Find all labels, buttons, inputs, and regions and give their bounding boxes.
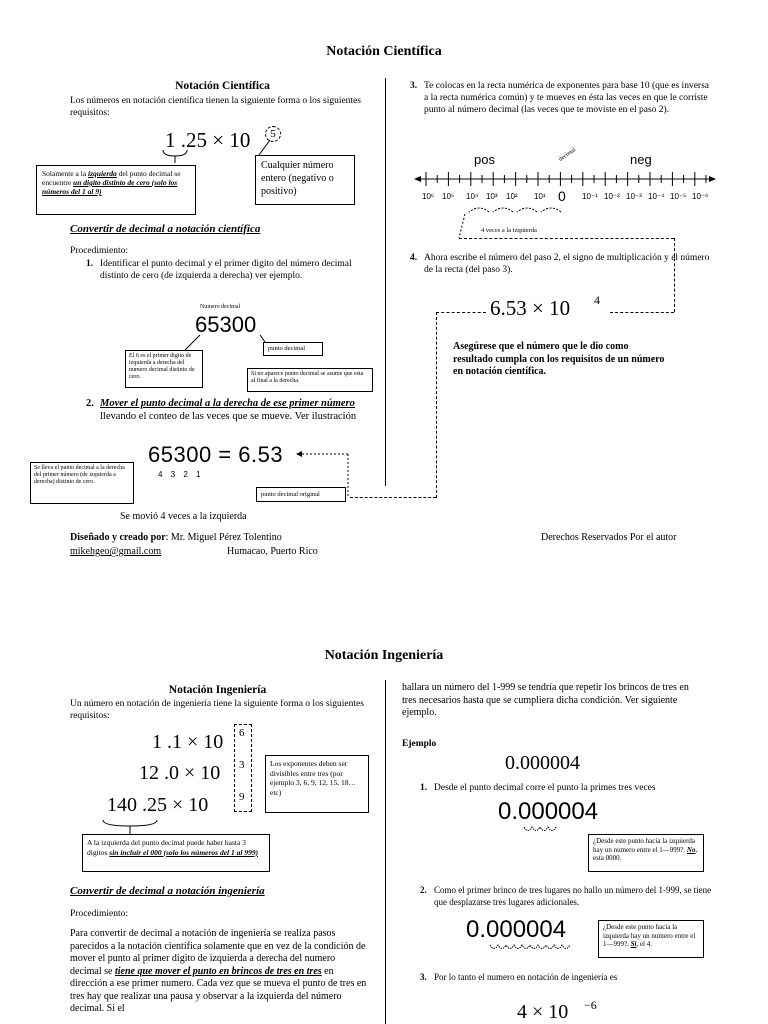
tick-label: 10⁻⁶	[692, 192, 709, 201]
tick-label: 10⁴	[466, 192, 479, 201]
tick-label: 10⁻²	[604, 192, 620, 201]
ex3-exponent: 9	[239, 791, 245, 803]
first-digit-note: El 6 es el primer digito de izquierda a derecha del numero decimal distinto de cero.	[125, 350, 203, 388]
para-pre: Para convertir de decimal a notación de ingeniería se realiza pasos parecidos a la notación científica solamente que en vez de la condición de mover el punto al primer digito de izquierda a derecha del numero decimal se	[70, 928, 366, 977]
connector-h2	[436, 312, 486, 313]
big-value-1: 0.000004	[498, 798, 599, 825]
hop-arrows	[486, 942, 586, 954]
exponent-box	[234, 724, 252, 812]
eng-step-3-number: 3.	[420, 972, 427, 982]
left-note-mid: del punto decimal se encuentre	[42, 169, 181, 187]
brace-icon	[160, 148, 190, 164]
q2-answer: Si	[630, 940, 637, 948]
tick-label: 10³	[486, 192, 498, 201]
intro-text: Los números en notación científica tienen la siguiente forma o los siguientes requisitos:	[70, 96, 361, 118]
hop-arrows	[520, 824, 580, 836]
tick-label: 10⁻⁴	[648, 192, 665, 201]
final-times: × 10	[532, 1001, 569, 1023]
left-note-u2: un digito distinto de cero (solo los números del 1 al 9)	[42, 178, 178, 196]
question-2	[598, 920, 704, 958]
q1-post: , esta 0000.	[593, 845, 698, 862]
example-exponent: 5	[265, 126, 281, 142]
eng-example-1	[152, 731, 223, 754]
ex1-exponent: 6	[239, 727, 245, 739]
example-times: × 10	[212, 128, 251, 152]
step-4	[410, 252, 710, 276]
left-note-box	[36, 165, 196, 215]
eng-step-3-text: Por lo tanto el numero en notación de ingeniería es	[434, 972, 618, 982]
equation: 65300 = 6.53	[148, 442, 284, 467]
step-2-rest: llevando el conteo de las veces que se mueve. Ver ilustración	[100, 411, 357, 422]
example-value: 0.000004	[505, 752, 580, 774]
intro-text: Un número en notación de ingeniería tiene la siguiente forma o los siguientes requisitos:	[70, 699, 364, 721]
ex2-mantissa: 12 .0	[139, 762, 179, 784]
connector-v1	[436, 312, 437, 498]
hop-arrows	[455, 204, 575, 240]
tick-label: 10⁵	[442, 192, 455, 201]
result-mantissa: 6.53	[490, 296, 527, 320]
page-title: Notación Científica	[326, 44, 442, 59]
q1-answer: No	[686, 845, 696, 854]
tick-zero: 0	[558, 188, 566, 204]
column-divider	[385, 680, 386, 1024]
step-3-text: Te colocas en la recta numérica de exponentes para base 10 (que es inversa a la recta numérica común) y te mueves en ésta las veces en que le corriste punto al número decimal (las veces que te moviste en el paso 2).	[424, 81, 709, 115]
ex2-exponent: 3	[239, 759, 245, 771]
step-2-number: 2.	[86, 398, 94, 409]
connector-h1	[350, 497, 436, 498]
final-mantissa: 4	[517, 1001, 527, 1023]
neg-label: neg	[630, 152, 652, 167]
procedure-label: Procedimiento:	[70, 246, 129, 256]
ejemplo-label: Ejemplo	[402, 739, 437, 749]
punto-decimal-box: punto decimal	[263, 342, 323, 356]
eng-step-2-number: 2.	[420, 885, 427, 895]
tick-label: 10⁻³	[626, 192, 642, 201]
result-times: × 10	[532, 296, 571, 320]
location: Humacao, Puerto Rico	[227, 546, 318, 557]
number-line	[414, 168, 716, 190]
connector-h3	[459, 238, 674, 239]
eng-paragraph	[70, 928, 368, 1016]
original-point-box: punto decimal original	[256, 487, 346, 502]
big-value-2: 0.000004	[466, 916, 567, 943]
tick-label: 10⁻⁵	[670, 192, 687, 201]
section-subtitle: Notación Científica	[175, 80, 270, 92]
digits-note-u: sin incluir el 000 (solo los números del 1 al 999)	[109, 847, 259, 857]
para-post: en dirección a ese primer numero. Cada vez que se mueva el punto de tres en tres hay que realizar una pausa y observar a la izquierda del número decimal. Si el	[70, 965, 367, 1014]
left-note-u1: izquierda	[88, 169, 117, 178]
email-link[interactable]: mikehgeo@gmail.com	[70, 546, 162, 557]
exponent-note: Los exponentes deben ser divisibles entre tres (por ejemplo 3, 6, 9, 12, 15, 18… etc)	[265, 755, 369, 813]
eng-example-3	[107, 794, 208, 817]
section-subtitle: Notación Ingeniería	[168, 684, 267, 696]
decimal-label: decimal	[557, 147, 578, 163]
ex3-mantissa: 140 .25	[107, 794, 167, 816]
assure-text: Asegúrese que el número que le dio como resultado cumpla con los requisitos de un número en notación científica.	[453, 341, 665, 377]
step-3	[410, 80, 710, 116]
eng-step-1	[420, 782, 720, 794]
step-3-number: 3.	[410, 81, 418, 91]
left-note-pre: Solamente a la	[42, 169, 89, 178]
step-4-number: 4.	[410, 253, 418, 263]
ex1-mantissa: 1 .1	[152, 731, 182, 753]
author-name: : Mr. Miguel Pérez Tolentino	[165, 532, 282, 543]
tick-label: 10²	[506, 192, 518, 201]
convert-heading: Convertir de decimal a notación científica	[70, 223, 261, 235]
rights: Derechos Reservados Por el autor	[541, 532, 677, 543]
final-exponent: −6	[584, 998, 597, 1012]
q2-post: , el 4.	[636, 940, 653, 948]
pointer-line	[255, 138, 275, 158]
author-line	[70, 532, 282, 544]
pos-label: pos	[474, 152, 495, 167]
convert-heading: Convertir de decimal a notación ingeniería	[70, 885, 265, 897]
ex1-times: × 10	[187, 731, 224, 753]
step-1	[86, 258, 376, 282]
step-2-underlined: Mover el punto decimal a la derecha de ese primer número	[100, 398, 355, 409]
numero-decimal-label: Numero decimal	[200, 304, 241, 310]
moved-left-note: Se lleva el punto decimal a la derecha del primer número (de izquierda a derecha) distinto de cero.	[30, 462, 134, 504]
ex2-times: × 10	[184, 762, 221, 784]
step-2	[86, 397, 376, 423]
tick-label: 10¹	[534, 192, 546, 201]
q2-pre: ¿Desde este punto hacia la izquierda hay un numero entre el 1—999?.	[603, 923, 696, 948]
tick-label: 10⁶	[422, 192, 435, 201]
no-point-note: Si no aparece punto decimal se asume que esta al final a la derecha.	[247, 368, 373, 392]
eng-step-3	[420, 971, 720, 983]
step-1-number: 1.	[86, 259, 94, 269]
eng-step-2-text: Como el primer brinco de tres lugares no hallo un número del 1-999, se tiene que desplazarse tres lugares adicionales.	[434, 885, 712, 907]
q1-pre: ¿Desde este punto hacia la izquierda hay un numero entre el 1—999?.	[593, 837, 696, 854]
big-number: 65300	[195, 312, 257, 337]
right-note-box: Cualquier número entero (negativo o positivo)	[255, 155, 355, 205]
tick-label: 10⁻¹	[582, 192, 598, 201]
connector-h4	[610, 312, 674, 313]
result-expression	[490, 296, 570, 321]
designed-by-label: Diseñado y creado por	[70, 532, 166, 543]
question-1	[588, 834, 704, 872]
procedure-label: Procedimiento:	[70, 909, 129, 919]
move-counts: 4 3 2 1	[158, 470, 204, 479]
eng-example-2	[139, 762, 220, 785]
final-expression	[517, 1001, 568, 1024]
page-title-engineering: Notación Ingeniería	[324, 648, 444, 663]
right-paragraph: hallara un número del 1-999 se tendría que repetir los brincos de tres en tres necesarios hasta que se cumpliera dicha condición. Ver siguiente ejemplo.	[402, 682, 689, 718]
ex3-times: × 10	[172, 794, 209, 816]
step-1-text: Identificar el punto decimal y el primer digito del número decimal distinto de cero (de izquierda a derecha) ver ejemplo.	[100, 259, 352, 281]
step-4-text: Ahora escribe el número del paso 2, el signo de multiplicación y el número de la recta (del paso 3).	[424, 253, 710, 275]
pointer-lines	[150, 330, 270, 355]
column-divider	[385, 78, 386, 486]
para-underlined: tiene que mover el punto en brincos de tres en tres	[114, 965, 322, 977]
result-exponent: 4	[594, 293, 600, 307]
eng-step-1-text: Desde el punto decimal corre el punto la primes tres veces	[434, 783, 656, 793]
digits-note-pre: A la izquierda del punto decimal puede haber hasta 3 digitos	[87, 838, 246, 857]
digits-note	[82, 834, 270, 872]
four-times-left: 4 veces a la izquierda	[481, 227, 537, 234]
eng-step-2	[420, 885, 720, 908]
example-mantissa: 1 .25	[165, 128, 207, 152]
eng-step-1-number: 1.	[420, 783, 428, 793]
moved-caption: Se movió 4 veces a la izquierda	[120, 511, 247, 522]
